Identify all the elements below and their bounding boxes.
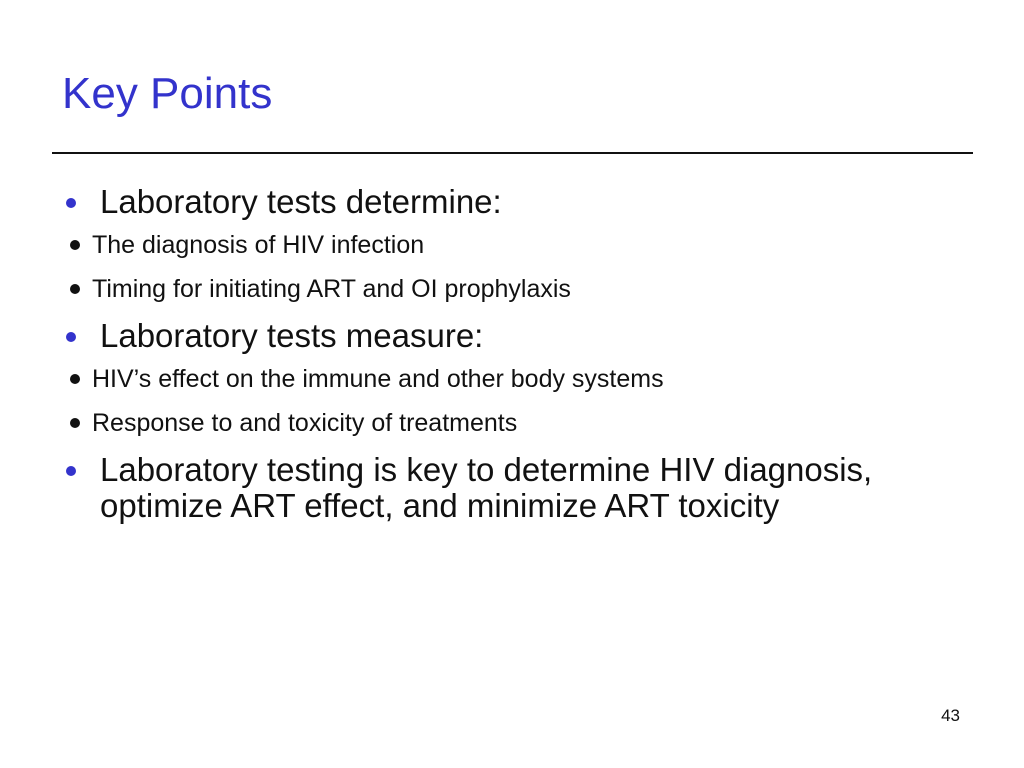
sub-bullet-text: Timing for initiating ART and OI prophylaxis <box>92 275 571 303</box>
sub-bullet-item <box>70 274 942 304</box>
slide-title: Key Points <box>62 69 273 118</box>
sub-bullet-icon <box>70 374 80 384</box>
sub-bullet-icon <box>70 418 80 428</box>
bullet-item <box>62 318 942 354</box>
sub-bullet-list <box>70 364 942 438</box>
bullet-icon <box>66 198 76 208</box>
bullet-text: Laboratory tests measure: <box>100 317 484 354</box>
sub-bullet-icon <box>70 240 80 250</box>
sub-bullet-text: The diagnosis of HIV infection <box>92 231 425 259</box>
bullet-text: Laboratory tests determine: <box>100 183 502 220</box>
sub-bullet-item <box>70 408 942 438</box>
bullet-item <box>62 452 942 524</box>
sub-bullet-text: Response to and toxicity of treatments <box>92 409 518 437</box>
sub-bullet-icon <box>70 284 80 294</box>
sub-bullet-list <box>70 230 942 304</box>
sub-bullet-text: HIV’s effect on the immune and other body systems <box>92 365 664 393</box>
sub-bullet-item <box>70 230 942 260</box>
title-divider <box>52 152 973 154</box>
bullet-item <box>62 184 942 220</box>
bullet-icon <box>66 466 76 476</box>
slide-body <box>62 184 942 534</box>
sub-bullet-item <box>70 364 942 394</box>
bullet-text: Laboratory testing is key to determine HIV diagnosis, optimize ART effect, and minimize ART toxicity <box>100 451 873 524</box>
page-number: 43 <box>941 706 960 725</box>
bullet-icon <box>66 332 76 342</box>
